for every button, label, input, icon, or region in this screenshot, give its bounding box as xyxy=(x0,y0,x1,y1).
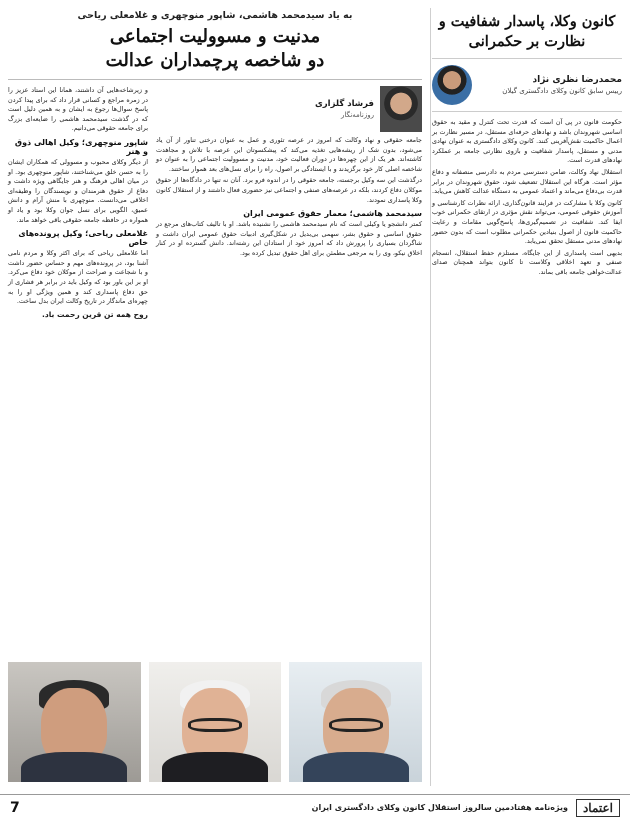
column-divider xyxy=(430,8,431,786)
portrait-suit xyxy=(21,752,127,782)
newspaper-logo: اعتماد xyxy=(576,799,620,817)
right-column xyxy=(432,8,622,788)
article-title-line-2: دو شاخصه پرچمداران عدالت xyxy=(105,50,325,71)
byline xyxy=(156,86,422,132)
portrait-suit xyxy=(162,752,268,782)
right-body-paragraph: کانون وکلا با مشارکت در فرایند قانون‌گذاری، ارائه نظرات کارشناسی و آموزش حقوقی عمومی، می‌تواند نقش مؤثری در ارتقای حکمرانی خوب ایفا کند. شفافیت در تصمیم‌گیری‌ها، پاسخ‌گویی مقامات و رعایت حاکمیت قانون از اصول بنیادین حکمرانی مطلوب است که بدون حضور نهادهای مدنی مستقل تحقق نمی‌یابد. xyxy=(432,198,622,246)
section-paragraph: اما غلامعلی ریاحی که برای اکثر وکلا و مردم نامی آشنا بود، در پرونده‌های مهم و حساس حضور داشت و با شجاعت و صراحت از موکلان خود دفاع می‌کرد. او بر این باور بود که وکیل باید در برابر هر فشاری از حق دفاع پاسداری کند و همین ویژگی او را به چهره‌ای ماندگار در تاریخ وکالت ایران بدل ساخت. xyxy=(8,249,148,306)
article-subtitle: به یاد سیدمحمد هاشمی، شاپور منوچهری و غلامعلی ریاحی xyxy=(77,10,353,21)
article-columns xyxy=(8,86,422,319)
article-body xyxy=(156,136,422,205)
right-body-paragraph: بدیهی است پاسداری از این جایگاه، مستلزم حفظ استقلال، انسجام صنفی و تعهد اخلاقی وکلاست تا کانون بتواند همچنان صدای عدالت‌خواهی جامعه باقی بماند. xyxy=(432,248,622,276)
section-text-manouchehri xyxy=(8,158,148,225)
headline-rule xyxy=(8,79,422,80)
article-intro xyxy=(8,86,148,134)
section-paragraph: از دیگر وکلای محبوب و مسوولی که همکاران ایشان را به حسن خلق می‌شناختند، شاپور منوچهری بود. او در میان اهالی فرهنگ و هنر جایگاهی ویژه داشت و دفاع از حقوق هنرمندان و نویسندگان را وظیفه‌ای اخلاقی می‌دانست. منوچهری با منش آرام و دانش عمیق، الگویی برای نسل جوان وکلا بود و یاد او همواره در حافظه جامعه حقوقی باقی خواهد ماند. xyxy=(8,157,148,224)
byline-role: روزنامه‌نگار xyxy=(340,111,374,119)
right-author-role: رییس سابق کانون وکلای دادگستری گیلان xyxy=(502,87,622,95)
byline-name: فرشاد گلزاری xyxy=(314,99,374,109)
section-heading-manouchehri: شاپور منوچهری؛ وکیل اهالی ذوق و هنر xyxy=(14,137,148,156)
section-heading-riahi: غلامعلی ریاحی؛ وکیل پرونده‌های خاص xyxy=(18,229,148,248)
portrait-photo xyxy=(289,662,422,782)
portrait-glasses xyxy=(329,718,383,732)
closing-line: روح همه تن قرین رحمت باد. xyxy=(42,309,148,319)
portrait-glasses xyxy=(188,718,242,732)
article-left-column xyxy=(8,86,148,319)
article-middle-column xyxy=(156,86,422,319)
portrait-row xyxy=(8,662,422,782)
right-author-photo xyxy=(432,65,472,105)
section-text-hashemi xyxy=(156,220,422,258)
portrait-photo xyxy=(8,662,141,782)
right-author-text xyxy=(502,75,622,95)
page-number: 7 xyxy=(10,799,20,816)
portrait-photo xyxy=(149,662,282,782)
right-body-paragraph: استقلال نهاد وکالت، ضامن دسترسی مردم به دادرسی منصفانه و دفاع مؤثر است. هرگاه این استقلال تضعیف شود، حقوق شهروندان در برابر قدرت بی‌دفاع می‌ماند و اعتماد عمومی به دستگاه عدالت کاهش می‌یابد. xyxy=(432,167,622,196)
section-text-riahi xyxy=(8,249,148,307)
byline-photo xyxy=(380,86,422,132)
article-title-line-1: مدنیت و مسوولیت اجتماعی xyxy=(109,26,321,47)
page-footer xyxy=(0,794,630,820)
article-paragraph: جامعه حقوقی و نهاد وکالت که امروز در عرصه تئوری و عمل به عنوان درختی تناور از آن یاد می‌شود، بدون شک از ریشه‌هایی تغذیه می‌کند که پیشکسوتان این عرصه با تلاش و مجاهدت کاشته‌اند. هر یک از این چهره‌ها در دوران فعالیت خود، مدنیت و مسوولیت اجتماعی را به عنوان دو شاخصه اصلی کار خود برگزیدند و با ایستادگی بر اصول، راه را برای نسل‌های بعد هموار ساختند. xyxy=(156,136,422,173)
article-paragraph: درگذشت این سه وکیل برجسته، جامعه حقوقی را در اندوه فرو برد. آنان نه تنها در دادگاه‌ها از حقوق موکلان دفاع کردند، بلکه در عرصه‌های صنفی و اجتماعی نیز حضوری فعال داشتند و از استقلال کانون وکلا پاسداری نمودند. xyxy=(156,176,422,204)
footer-supplement-text: ویژه‌نامه هفتادمین سالروز استقلال کانون وکلای دادگستری ایران xyxy=(311,803,568,812)
right-author-box xyxy=(432,59,622,112)
right-column-title: کانون وکلا، پاسدار شفافیت و نظارت بر حکمرانی xyxy=(432,8,622,59)
portrait-suit xyxy=(303,752,409,782)
byline-text xyxy=(315,99,374,119)
right-author-name: محمدرضا نظری نژاد xyxy=(532,75,622,85)
right-column-body xyxy=(432,118,622,278)
intro-paragraph: و زیرشاخه‌هایی آن داشتند، همانا این استاد عزیز را در زمره مراجع و کسانی قرار داد که برای پیدا کردن پاسخ سوال‌ها رجوع به ایشان و به همین دلیل است که در گذشت سیدمحمد هاشمی را ضایعه‌ای بزرگ برای جامعه حقوقی می‌دانیم. xyxy=(8,86,148,133)
right-body-paragraph: حکومت قانون در پی آن است که قدرت تحت کنترل و مقید به حقوق اساسی شهروندان باشد و نهادهای حرفه‌ای مستقل، در مسیر نظارت بر اعمال حاکمیت نقش‌آفرینی کنند. کانون وکلای دادگستری به عنوان نهادی مدنی و مستقل، پاسدار شفافیت و بازوی نظارتی جامعه بر عملکرد نهادهای قدرت است. xyxy=(432,118,622,165)
section-heading-hashemi: سیدمحمد هاشمی؛ معمار حقوق عمومی ایران xyxy=(243,209,422,219)
section-paragraph: کمتر دانشجو یا وکیلی است که نام سیدمحمد هاشمی را نشنیده باشد. او با تالیف کتاب‌های مرجع در حقوق اساسی و حقوق بشر، سهمی بی‌بدیل در شکل‌گیری ادبیات حقوق عمومی ایران داشت و شاگردان بسیاری را پرورش داد که امروز خود از استادان این رشته‌اند. دانش گسترده او در کنار اخلاق نیکو، وی را به مرجعی مطمئن برای اهل حقوق تبدیل کرده بود. xyxy=(156,220,422,257)
